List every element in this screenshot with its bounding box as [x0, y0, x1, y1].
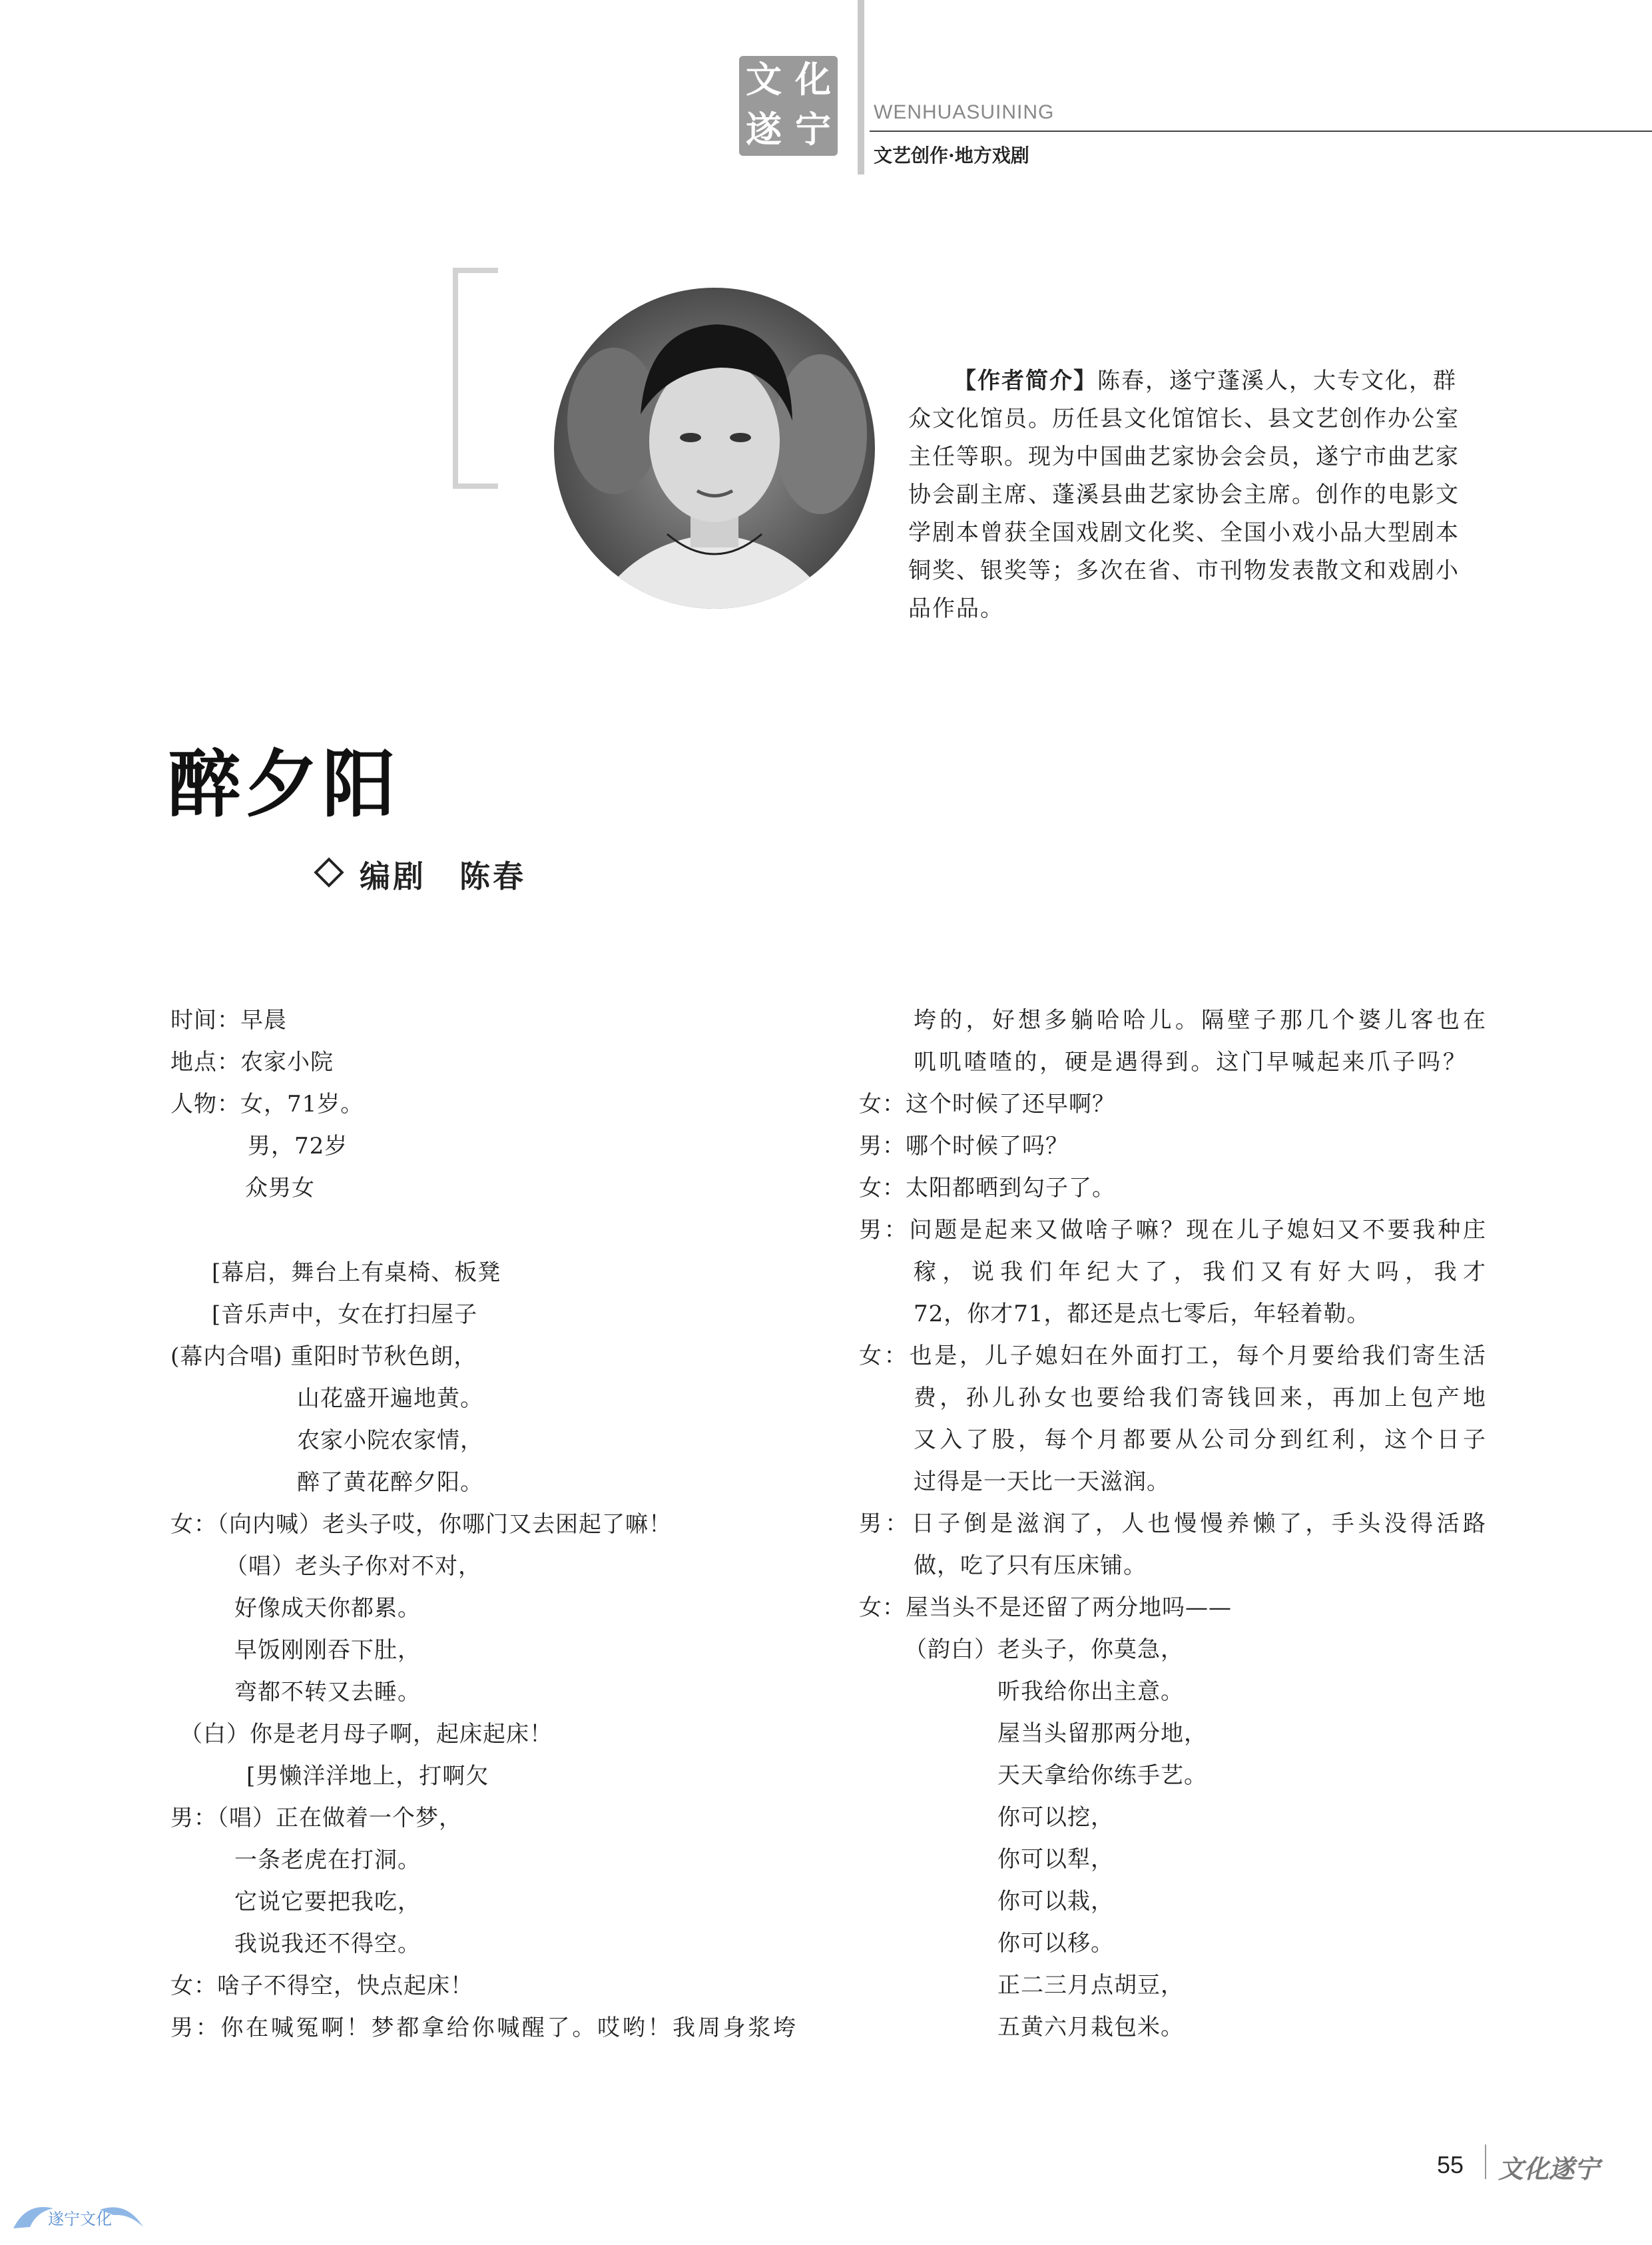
bio-label: 【作者简介】 — [954, 368, 1097, 394]
script-line: 男：问题是起来又做啥子嘛？现在儿子媳妇又不要我种庄 — [859, 1217, 1486, 1243]
page-number: 55 — [1437, 2151, 1464, 2178]
lyric-line: 你可以栽， — [997, 1888, 1114, 1915]
lyric-line: 它说它要把我吃， — [234, 1889, 421, 1915]
watermark-text: 遂宁文化 — [48, 2210, 112, 2228]
seal-char: 宁 — [795, 108, 831, 151]
script-line: 男，72岁 — [248, 1133, 348, 1159]
script-line: 又入了股，每个月都要从公司分到红利，这个日子 — [914, 1427, 1486, 1453]
script-line: 男：日子倒是滋润了，人也慢慢养懒了，手头没得活路 — [859, 1510, 1486, 1537]
script-line: 男：（唱）正在做着一个梦， — [170, 1805, 462, 1831]
script-line: 女：这个时候了还早啊？ — [859, 1091, 1115, 1118]
seal-char: 文 — [746, 58, 782, 101]
footer-brand: 文化遂宁 — [1498, 2154, 1600, 2184]
script-line: 地点：农家小院 — [170, 1049, 334, 1076]
bio-line: 主任等职。现为中国曲艺家协会会员，遂宁市曲艺家 — [908, 444, 1460, 470]
stage-direction: [幕启，舞台上有桌椅、板凳 — [212, 1259, 501, 1286]
bio-line: 众文化馆员。历任县文化馆馆长、县文艺创作办公室 — [908, 406, 1460, 432]
lyric-line: 屋当头留那两分地， — [997, 1720, 1207, 1747]
author-portrait — [554, 288, 875, 609]
byline-text: 编剧 陈春 — [360, 858, 526, 894]
script-line: 稼，说我们年纪大了，我们又有好大吗，我才 — [914, 1259, 1486, 1285]
watermark-logo — [0, 2195, 153, 2242]
script-line: (幕内合唱) 重阳时节秋色朗， — [170, 1343, 477, 1370]
script-line: 72，你才71，都还是点七零后，年轻着勒。 — [914, 1301, 1370, 1327]
seal-char: 化 — [795, 58, 831, 101]
script-line: （韵白）老头子，你莫急， — [904, 1636, 1184, 1663]
lyric-line: 早饭刚刚吞下肚， — [234, 1637, 421, 1664]
section-label: 文艺创作·地方戏剧 — [874, 145, 1029, 166]
script-line: （白）你是老月母子啊，起床起床！ — [180, 1721, 553, 1748]
header-vertical-rule — [858, 0, 864, 174]
script-line: 女：也是，儿子媳妇在外面打工，每个月要给我们寄生活 — [859, 1343, 1486, 1369]
script-line: 人物：女，71岁。 — [170, 1091, 364, 1118]
diamond-icon — [314, 857, 344, 887]
bio-line: 品作品。 — [908, 595, 1004, 622]
decorative-bracket — [453, 268, 498, 489]
script-line: 男：哪个时候了吗？ — [859, 1133, 1069, 1159]
script-line: 叽叽喳喳的，硬是遇得到。这门早喊起来爪子吗？ — [914, 1049, 1466, 1076]
stage-direction: [音乐声中，女在打扫屋子 — [212, 1301, 478, 1328]
script-line: （唱）老头子你对不对， — [225, 1553, 481, 1580]
lyric-line: 五黄六月栽包米。 — [997, 2014, 1184, 2041]
play-title: 醉夕阳 — [168, 742, 400, 827]
magazine-seal-logo — [739, 56, 838, 156]
script-line: 女：（向内喊）老头子哎，你哪门又去困起了嘛！ — [170, 1511, 672, 1538]
lyric-line: 你可以挖， — [997, 1804, 1114, 1831]
lyric-line: 我说我还不得空。 — [234, 1931, 421, 1957]
lyric-line: 你可以犁， — [997, 1846, 1114, 1873]
lyric-line: 你可以移。 — [997, 1930, 1114, 1957]
script-line: 时间：早晨 — [170, 1007, 287, 1034]
author-bio — [908, 362, 1494, 628]
footer-divider — [1485, 2144, 1486, 2179]
script-line: 垮的，好想多躺哈哈儿。隔壁子那几个婆儿客也在 — [914, 1007, 1486, 1034]
bio-line: 铜奖、银奖等；多次在省、市刊物发表散文和戏剧小 — [908, 557, 1460, 584]
script-line: 众男女 — [245, 1175, 315, 1201]
byline — [318, 852, 526, 896]
lyric-line: 好像成天你都累。 — [234, 1595, 421, 1622]
lyric-line: 弯都不转又去睡。 — [234, 1679, 421, 1706]
script-line: 女：屋当头不是还留了两分地吗—— — [859, 1594, 1232, 1621]
lyric-line: 听我给你出主意。 — [997, 1678, 1184, 1705]
bio-line: 协会副主席、蓬溪县曲艺家协会主席。创作的电影文 — [908, 481, 1460, 508]
lyric-line: 山花盛开遍地黄。 — [297, 1385, 483, 1412]
script-line: 费，孙儿孙女也要给我们寄钱回来，再加上包产地 — [914, 1385, 1486, 1411]
seal-char: 遂 — [746, 108, 782, 151]
header-rule — [870, 131, 1652, 132]
script-line: 女：太阳都晒到勾子了。 — [859, 1175, 1115, 1201]
script-line: 做，吃了只有压床铺。 — [914, 1552, 1147, 1579]
lyric-line: 醉了黄花醉夕阳。 — [297, 1469, 483, 1496]
brand-english: WENHUASUINING — [874, 101, 1055, 123]
bio-line: 学剧本曾获全国戏剧文化奖、全国小戏小品大型剧本 — [908, 519, 1460, 546]
script-line: 过得是一天比一天滋润。 — [914, 1468, 1170, 1495]
bio-line: 【作者简介】陈春，遂宁蓬溪人，大专文化，群 — [954, 368, 1457, 394]
lyric-line: 天天拿给你练手艺。 — [997, 1762, 1207, 1789]
lyric-line: 一条老虎在打洞。 — [234, 1847, 421, 1873]
lyric-line: 农家小院农家情， — [297, 1427, 483, 1454]
stage-direction: [男懒洋洋地上，打啊欠 — [246, 1763, 489, 1789]
script-line: 女：啥子不得空，快点起床！ — [170, 1973, 473, 1999]
lyric-line: 正二三月点胡豆， — [997, 1972, 1184, 1999]
script-line: 男：你在喊冤啊！梦都拿给你喊醒了。哎哟！我周身浆垮 — [170, 2015, 796, 2041]
